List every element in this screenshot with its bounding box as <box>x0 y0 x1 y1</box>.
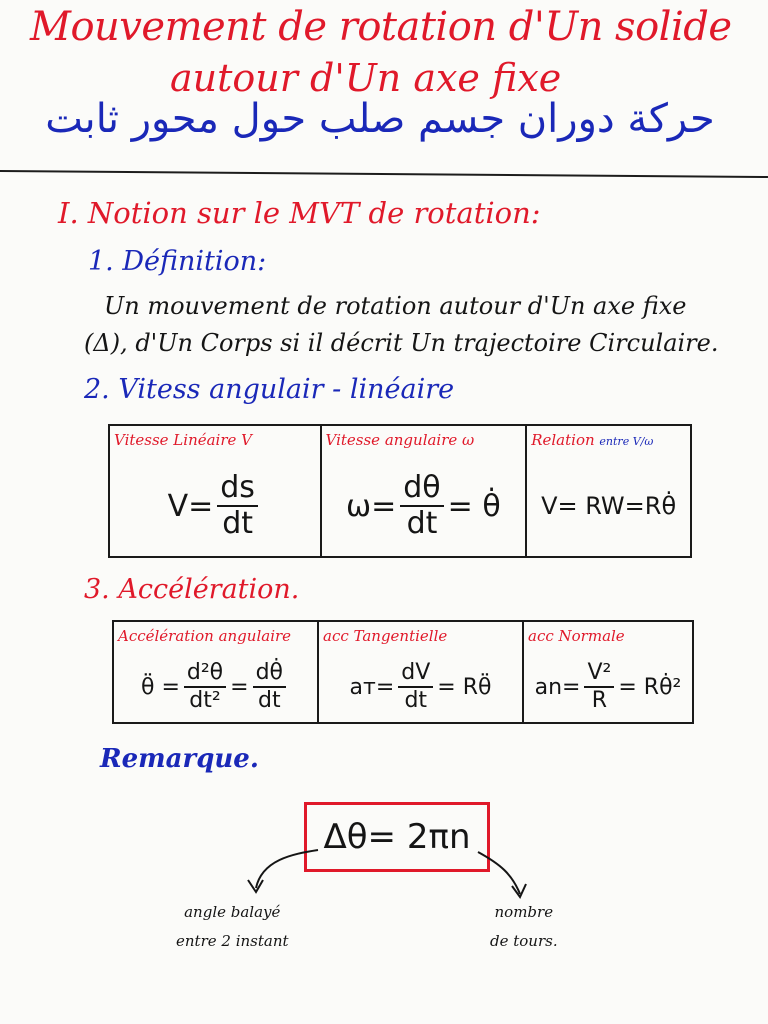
title-line-2: autour d'Un axe fixe <box>170 56 562 100</box>
fraction-numerator: V² <box>584 662 614 688</box>
relation-formula: V= RW=Rθ̇ <box>541 492 677 520</box>
formula-lhs: ω= <box>346 488 397 524</box>
formula-lhs: θ̈ = <box>140 674 180 700</box>
annotation-turns-line-2: de tours. <box>490 932 558 950</box>
acc-tangential-header: acc Tangentielle <box>323 627 448 645</box>
fraction-denominator: R <box>591 688 608 713</box>
formula-rhs: = θ̇ <box>447 488 501 524</box>
title-line-1: Mouvement de rotation d'Un solide <box>30 4 732 50</box>
definition-text-line-1: Un mouvement de rotation autour d'Un axe fixe <box>104 292 687 320</box>
fraction-numerator: d²θ <box>184 662 226 688</box>
fraction-denominator: dt <box>404 688 428 713</box>
fraction-numerator: dθ̇ <box>253 662 286 688</box>
section-3-heading: 3. Accélération. <box>84 574 300 605</box>
section-2-heading: 2. Vitess angulair - linéaire <box>84 374 455 405</box>
acc-angular-header: Accélération angulaire <box>118 627 292 645</box>
formula-equals: = <box>230 674 249 700</box>
fraction-denominator: dt <box>257 688 281 713</box>
formula-lhs: aᴛ= <box>349 674 395 700</box>
formula-lhs: an= <box>534 674 581 700</box>
turns-formula: Δθ= 2πn <box>323 817 471 857</box>
fraction-numerator: dV <box>398 662 433 688</box>
relation-header-label: Relation <box>531 431 595 449</box>
annotation-angle-line-1: angle balayé <box>184 903 281 921</box>
annotation-turns <box>490 898 558 956</box>
velocity-linear-header: Vitesse Linéaire V <box>114 431 252 449</box>
relation-header-suffix: entre V/ω <box>599 435 654 448</box>
annotation-angle-line-2: entre 2 instant <box>176 932 289 950</box>
formula-rhs: = Rθ̇² <box>618 674 682 700</box>
fraction-denominator: dt <box>406 506 438 541</box>
title-arabic: حركة دوران جسم صلب حول محور ثابت <box>45 96 715 142</box>
annotation-angle <box>176 898 289 956</box>
arrow-to-angle <box>256 850 318 888</box>
fraction-numerator: ds <box>217 473 258 507</box>
acc-normal-header: acc Normale <box>528 627 625 645</box>
formula-rhs: = Rθ̈ <box>437 674 492 700</box>
remark-heading: Remarque. <box>100 744 259 774</box>
definition-heading: 1. Définition: <box>88 246 267 277</box>
formula-lhs: V= <box>167 488 214 524</box>
definition-text-line-2: (Δ), d'Un Corps si il décrit Un trajectoire Circulaire. <box>84 329 719 357</box>
annotation-turns-line-1: nombre <box>494 903 554 921</box>
fraction-denominator: dt² <box>189 688 221 713</box>
fraction-denominator: dt <box>222 506 253 541</box>
velocity-angular-header: Vitesse angulaire ω <box>325 431 475 449</box>
section-1-heading: I. Notion sur le MVT de rotation: <box>58 196 541 230</box>
fraction-numerator: dθ <box>400 473 443 507</box>
